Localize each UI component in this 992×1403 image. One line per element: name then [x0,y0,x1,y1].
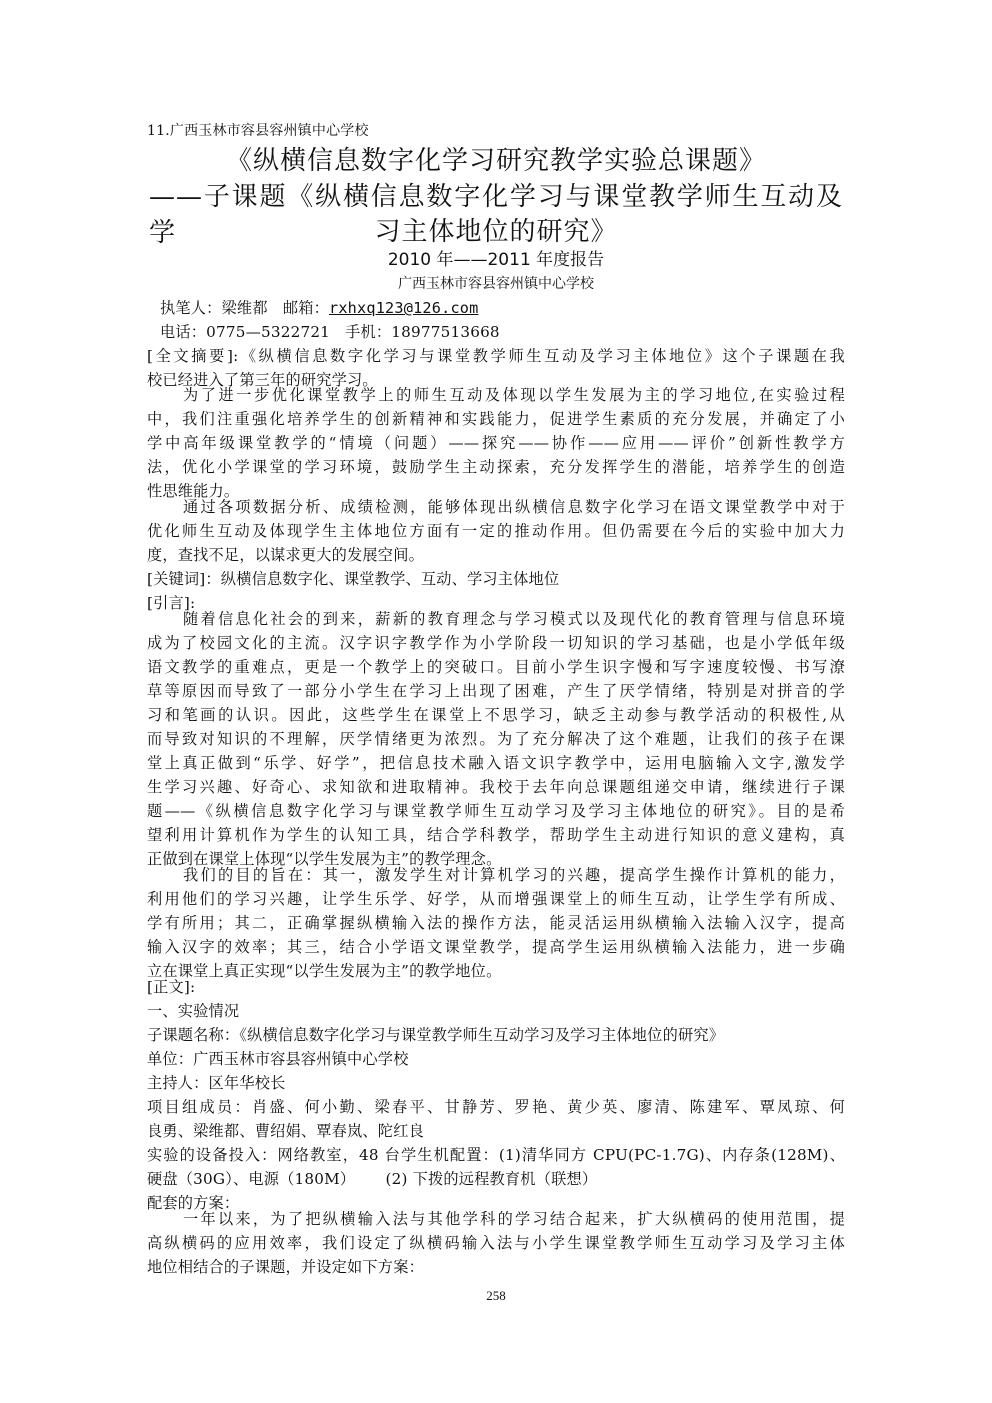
host: 主持人：区年华校长 [147,1074,286,1092]
abstract-p2-line: 度，查找不足，以谋求更大的发展空间。 [147,546,424,564]
intro-p1-line: 题——《纵横信息数字化学习与课堂教学师生互动学习及学习主体地位的研究》。目的是希 [147,802,845,820]
intro-p1-line: 正做到在课堂上体现“以学生发展为主”的教学理念。 [147,850,502,868]
report-year: 2010 年——2011 年度报告 [387,250,605,270]
equipment-line: 硬盘（30G）、电源（180M） (2) 下拨的远程教育机（联想） [147,1170,598,1188]
intro-p1-line: 随着信息化社会的到来，薪新的教育理念与学习模式以及现代化的教育管理与信息环境 [183,610,845,628]
intro-p2-line: 输入汉字的效率；其三，结合小学语文课堂教学，提高学生运用纵横输入法能力，进一步确 [147,938,845,956]
subject-name: 子课题名称：《纵横信息数字化学习与课堂教学师生互动学习及学习主体地位的研究》 [147,1026,725,1044]
intro-p1-line: 语文教学的重难点，更是一个教学上的突破口。目前小学生识字慢和写字速度较慢、书写潦 [147,658,845,676]
members-line: 良勇、梁维都、曹绍娟、覃春岚、陀红良 [147,1122,424,1140]
email-link[interactable]: rxhxq123@126.com [328,299,479,317]
scheme-line: 地位相结合的子课题，并设定如下方案： [147,1258,424,1276]
abstract-line: 校已经进入了第三年的研究学习。 [147,371,378,389]
abstract-p2-line: 优化师生互动及体现学生主体地位方面有一定的推动作用。但仍需要在今后的实验中加大力 [147,522,845,540]
subtitle-line-2: 习主体地位的研究》 [374,217,618,247]
intro-p2-line: 我们的目的旨在：其一，激发学生对计算机学习的兴趣，提高学生操作计算机的能力， [183,866,845,884]
scheme-label: 配套的方案： [147,1194,240,1212]
intro-p2-line: 利用他们的学习兴趣，让学生乐学、好学，从而增强课堂上的师生互动，让学生学有所成、 [147,890,845,908]
abstract-p1-line: 法，优化小学课堂的学习环境，鼓励学生主动探索，充分发挥学生的潜能，培养学生的创造 [147,458,845,476]
intro-p2-line: 立在课堂上真正实现“以学生发展为主”的教学地位。 [147,962,502,980]
subtitle-line-1: ——子课题《纵横信息数字化学习与课堂教学师生互动及学 [149,182,843,248]
intro-p1-line: 草等原因而导致了一部分小学生在学习上出现了困难，产生了厌学情绪，特别是对拼音的学 [147,682,845,700]
scheme-line: 高纵横码的应用效率，我们设定了纵横码输入法与小学生课堂教学师生互动学习及学习主体 [147,1234,845,1252]
school-label: 11.广西玉林市容县容州镇中心学校 [147,123,369,139]
intro-p1-line: 堂上真正做到“乐学、好学”，把信息技术融入语文识字教学中，运用电脑输入文字,激发学 [147,754,845,772]
intro-p1-line: 而导致对知识的不理解，厌学情绪更为浓烈。为了充分解决了这个难题，让我们的孩子在课 [147,730,845,748]
unit: 单位：广西玉林市容县容州镇中心学校 [147,1050,409,1068]
page-number: 258 [486,1288,506,1303]
scheme-line: 一年以来，为了把纵横输入法与其他学科的学习结合起来，扩大纵横码的使用范围，提 [183,1210,845,1228]
keywords: [关键词]：纵横信息数字化、课堂教学、互动、学习主体地位 [147,570,560,588]
phone-line [160,320,858,344]
phone: 电话：0775—5322721 [160,323,331,341]
author-line [160,296,858,320]
abstract-p2-line: 通过各项数据分析、成绩检测，能够体现出纵横信息数字化学习在语文课堂教学中对于 [183,498,845,516]
abstract-p1-line: 性思维能力。 [147,482,240,500]
intro-p1-line: 望利用计算机作为学生的认知工具，结合学科教学，帮助学生主动进行知识的意义建构，真 [147,826,845,844]
abstract-line: [全文摘要]:《纵横信息数字化学习与课堂教学师生互动及学习主体地位》这个子课题在我 [147,347,845,365]
intro-p1-line: 生学习兴趣、好奇心、求知欲和进取精神。我校于去年向总课题组递交申请，继续进行子课 [147,778,845,796]
author: 执笔人：梁维都 [160,299,268,317]
mobile: 手机：18977513668 [345,323,500,341]
abstract-p1-line: 中，我们注重强化培养学生的创新精神和实践能力，促进学生素质的充分发展，并确定了小 [147,410,845,428]
email-label: 邮箱： [282,299,329,317]
intro-p1-line: 成为了校园文化的主流。汉字识字教学作为小学阶段一切知识的学习基础，也是小学低年级 [147,634,845,652]
intro-p1-line: 习和笔画的认识。因此，这些学生在课堂上不思学习，缺乏主动参与教学活动的积极性,从 [147,706,845,724]
members-line: 项目组成员：肖盛、何小勤、梁春平、甘静芳、罗艳、黄少英、廖清、陈建军、覃凤琼、何 [147,1098,845,1116]
body-label: [正文]: [147,978,196,996]
equipment-line: 实验的设备投入：网络教室，48 台学生机配置：(1)清华同方 CPU(PC-1.7G)、内存条(128M)、 [147,1146,845,1164]
main-title: 《纵横信息数字化学习研究教学实验总课题》 [225,146,766,176]
intro-p2-line: 学有所用；其二，正确掌握纵横输入法的操作方法，能灵活运用纵横输入法输入汉字，提高 [147,914,845,932]
intro-label: [引言]: [147,594,196,612]
school-center: 广西玉林市容县容州镇中心学校 [398,276,594,292]
section-heading: 一、实验情况 [147,1002,240,1020]
abstract-p1-line: 为了进一步优化课堂教学上的师生互动及体现以学生发展为主的学习地位,在实验过程 [183,386,845,404]
abstract-p1-line: 学中高年级课堂教学的“情境（问题）——探究——协作——应用——评价”创新性教学方 [147,434,845,452]
